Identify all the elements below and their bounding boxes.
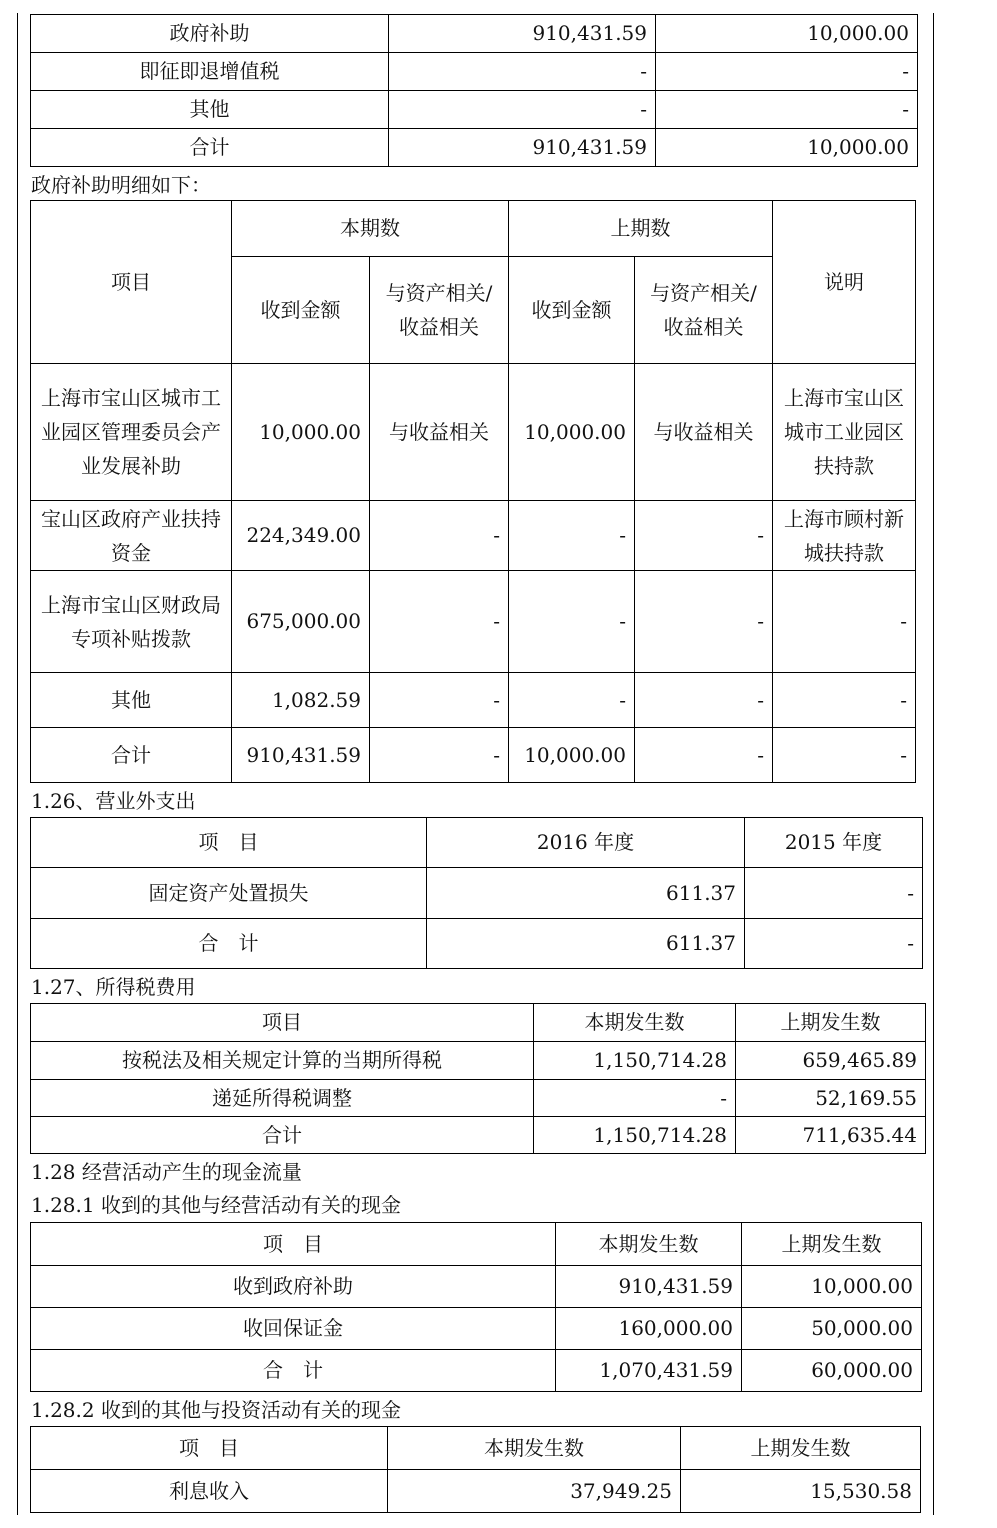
current-relation: -	[370, 728, 509, 783]
current-amount: 10,000.00	[232, 364, 370, 501]
header-current: 本期发生数	[534, 1004, 736, 1042]
item-name: 合 计	[31, 919, 427, 969]
table-row	[31, 1042, 926, 1080]
current-value: 1,150,714.28	[534, 1042, 736, 1080]
note: -	[773, 728, 916, 783]
table-row	[31, 91, 918, 129]
prior-value: -	[656, 91, 918, 129]
header-current: 本期发生数	[556, 1223, 742, 1266]
note: 上海市宝山区城市工业园区扶持款	[773, 364, 916, 501]
prior-value: 60,000.00	[742, 1350, 922, 1392]
item-name: 收回保证金	[31, 1308, 556, 1350]
header-row	[31, 201, 916, 257]
item-name: 合计	[31, 1117, 534, 1154]
current-relation: -	[370, 571, 509, 673]
prior-amount: -	[509, 571, 635, 673]
item-name: 递延所得税调整	[31, 1080, 534, 1117]
current-value: -	[534, 1080, 736, 1117]
header-item: 项 目	[31, 1223, 556, 1266]
value-2016: 611.37	[427, 868, 745, 919]
prior-amount: 10,000.00	[509, 728, 635, 783]
header-row	[31, 1427, 921, 1470]
header-relation: 与资产相关/收益相关	[635, 257, 773, 364]
subsidy-detail-table	[30, 200, 916, 783]
prior-relation: -	[635, 501, 773, 571]
value-2015: -	[745, 868, 923, 919]
current-value: 37,949.25	[388, 1470, 681, 1513]
current-relation: -	[370, 501, 509, 571]
prior-value: 52,169.55	[736, 1080, 926, 1117]
item-name: 合计	[31, 728, 232, 783]
table-row	[31, 919, 923, 969]
section-title-1-28-1: 1.28.1 收到的其他与经营活动有关的现金	[31, 1193, 401, 1217]
table-row	[31, 1350, 922, 1392]
table-row	[31, 673, 916, 728]
header-2016: 2016 年度	[427, 818, 745, 868]
item-name: 上海市宝山区财政局专项补贴拨款	[31, 571, 232, 673]
item-name: 其他	[31, 673, 232, 728]
prior-value: 50,000.00	[742, 1308, 922, 1350]
section-title-1-27: 1.27、所得税费用	[31, 975, 196, 999]
table-row	[31, 129, 918, 167]
table-row	[31, 868, 923, 919]
operating-cash-table	[30, 1222, 922, 1392]
section-title-1-28-2: 1.28.2 收到的其他与投资活动有关的现金	[31, 1398, 401, 1422]
current-value: 160,000.00	[556, 1308, 742, 1350]
item-name: 收到政府补助	[31, 1266, 556, 1308]
header-item: 项 目	[31, 818, 427, 868]
table-row	[31, 501, 916, 571]
row-label: 即征即退增值税	[31, 53, 389, 91]
header-item: 项目	[31, 201, 232, 364]
current-value: -	[389, 91, 656, 129]
current-amount: 1,082.59	[232, 673, 370, 728]
header-received-amount: 收到金额	[232, 257, 370, 364]
table-row	[31, 1080, 926, 1117]
current-amount: 675,000.00	[232, 571, 370, 673]
non-operating-expense-table	[30, 817, 923, 969]
header-current: 本期发生数	[388, 1427, 681, 1470]
current-relation: 与收益相关	[370, 364, 509, 501]
current-value: 910,431.59	[389, 129, 656, 167]
value-2016: 611.37	[427, 919, 745, 969]
header-row	[31, 1004, 926, 1042]
item-name: 固定资产处置损失	[31, 868, 427, 919]
prior-value: 10,000.00	[656, 15, 918, 53]
item-name: 宝山区政府产业扶持资金	[31, 501, 232, 571]
header-row	[31, 818, 923, 868]
item-name: 上海市宝山区城市工业园区管理委员会产业发展补助	[31, 364, 232, 501]
row-label: 其他	[31, 91, 389, 129]
header-prior-period: 上期数	[509, 201, 773, 257]
subsidy-caption: 政府补助明细如下：	[31, 173, 211, 197]
header-received-amount: 收到金额	[509, 257, 635, 364]
income-tax-table	[30, 1003, 926, 1154]
header-row	[31, 1223, 922, 1266]
note: -	[773, 571, 916, 673]
value-2015: -	[745, 919, 923, 969]
prior-relation: 与收益相关	[635, 364, 773, 501]
item-name: 利息收入	[31, 1470, 388, 1513]
note: -	[773, 673, 916, 728]
current-value: 910,431.59	[556, 1266, 742, 1308]
table-row	[31, 1470, 921, 1513]
row-label: 合计	[31, 129, 389, 167]
prior-relation: -	[635, 673, 773, 728]
header-item: 项 目	[31, 1427, 388, 1470]
header-note: 说明	[773, 201, 916, 364]
prior-value: 711,635.44	[736, 1117, 926, 1154]
header-2015: 2015 年度	[745, 818, 923, 868]
header-item: 项目	[31, 1004, 534, 1042]
header-current-period: 本期数	[232, 201, 509, 257]
section-title-1-26: 1.26、营业外支出	[31, 789, 196, 813]
prior-relation: -	[635, 571, 773, 673]
header-prior: 上期发生数	[742, 1223, 922, 1266]
current-value: -	[389, 53, 656, 91]
prior-value: 10,000.00	[742, 1266, 922, 1308]
table-row	[31, 728, 916, 783]
prior-value: 659,465.89	[736, 1042, 926, 1080]
table-row	[31, 1117, 926, 1154]
current-amount: 224,349.00	[232, 501, 370, 571]
current-value: 1,070,431.59	[556, 1350, 742, 1392]
header-relation: 与资产相关/收益相关	[370, 257, 509, 364]
table-row	[31, 1266, 922, 1308]
other-income-table	[30, 14, 918, 167]
prior-value: -	[656, 53, 918, 91]
header-prior: 上期发生数	[681, 1427, 921, 1470]
current-value: 1,150,714.28	[534, 1117, 736, 1154]
prior-amount: 10,000.00	[509, 364, 635, 501]
table-row	[31, 1308, 922, 1350]
prior-amount: -	[509, 501, 635, 571]
investing-cash-table	[30, 1426, 921, 1513]
prior-relation: -	[635, 728, 773, 783]
prior-value: 15,530.58	[681, 1470, 921, 1513]
table-row	[31, 364, 916, 501]
section-title-1-28: 1.28 经营活动产生的现金流量	[31, 1160, 302, 1184]
note: 上海市顾村新城扶持款	[773, 501, 916, 571]
header-prior: 上期发生数	[736, 1004, 926, 1042]
current-amount: 910,431.59	[232, 728, 370, 783]
item-name: 合 计	[31, 1350, 556, 1392]
item-name: 按税法及相关规定计算的当期所得税	[31, 1042, 534, 1080]
table-row	[31, 53, 918, 91]
prior-value: 10,000.00	[656, 129, 918, 167]
table-row	[31, 571, 916, 673]
table-row	[31, 15, 918, 53]
current-value: 910,431.59	[389, 15, 656, 53]
current-relation: -	[370, 673, 509, 728]
row-label: 政府补助	[31, 15, 389, 53]
prior-amount: -	[509, 673, 635, 728]
